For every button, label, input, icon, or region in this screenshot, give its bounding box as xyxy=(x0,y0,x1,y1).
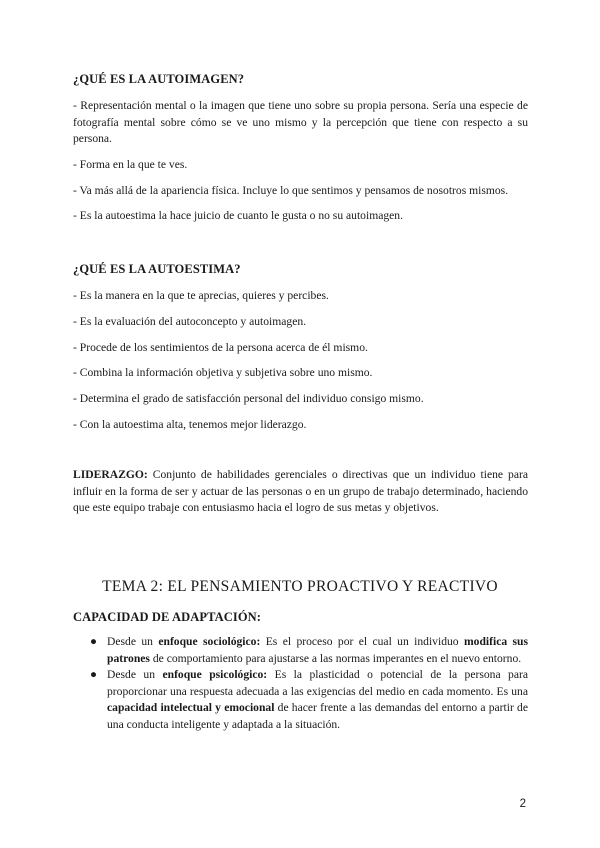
tema2-heading: TEMA 2: EL PENSAMIENTO PROACTIVO Y REACTIVO xyxy=(102,578,498,595)
bullet-bold: enfoque psicológico: xyxy=(162,668,268,681)
bullet-bold: modifica sus patrones xyxy=(107,635,528,665)
autoestima-item-6: - Con la autoestima alta, tenemos mejor liderazgo. xyxy=(73,418,307,431)
bullet-bold: capacidad intelectual y emocional xyxy=(107,701,275,714)
liderazgo-label: LIDERAZGO: xyxy=(73,468,148,481)
bullet-icon: ● xyxy=(90,668,98,681)
autoestima-item-3: - Procede de los sentimientos de la persona acerca de él mismo. xyxy=(73,341,368,354)
autoimagen-item-1: - Forma en la que te ves. xyxy=(73,158,188,171)
liderazgo-text: Conjunto de habilidades gerenciales o directivas que un individuo tiene para influir en la forma de ser y actuar de las personas o en un grupo de trabajo determinado, haciendo que este equipo trabaje con entusiasmo hacia el logro de sus metas y objetivos. xyxy=(73,468,528,514)
autoestima-item-2: - Es la evaluación del autoconcepto y autoimagen. xyxy=(73,315,307,328)
bullet-text: de hacer frente a las demandas del entorno a partir de una conducta inteligente y adaptada a la situación. xyxy=(107,701,528,731)
section-title-autoestima: ¿QUÉ ES LA AUTOESTIMA? xyxy=(73,262,241,276)
capacidad-adaptacion-title: CAPACIDAD DE ADAPTACIÓN: xyxy=(73,610,262,624)
bullet-icon: ● xyxy=(90,635,98,648)
autoimagen-definition: - Representación mental o la imagen que tiene uno sobre su propia persona. Sería una especie de fotografía mental sobre cómo se ve uno mismo y la percepción que tiene con respecto a su persona. xyxy=(73,99,528,145)
page-number: 2 xyxy=(519,798,526,810)
section-title-autoimagen: ¿QUÉ ES LA AUTOIMAGEN? xyxy=(73,72,245,86)
bullet-text: Es el proceso por el cual un individuo xyxy=(260,635,464,648)
liderazgo-paragraph xyxy=(73,467,528,517)
autoimagen-item-3: - Es la autoestima la hace juicio de cuanto le gusta o no su autoimagen. xyxy=(73,209,403,222)
bullet-bold: enfoque sociológico: xyxy=(158,635,261,648)
bullet-text: Desde un xyxy=(107,668,163,681)
bullet-text: Desde un xyxy=(107,635,159,648)
adaptacion-bullet-list xyxy=(73,634,528,733)
autoestima-item-5: - Determina el grado de satisfacción personal del individuo consigo mismo. xyxy=(73,392,424,405)
autoestima-item-4: - Combina la información objetiva y subjetiva sobre uno mismo. xyxy=(73,366,373,379)
autoimagen-item-2: - Va más allá de la apariencia física. Incluye lo que sentimos y pensamos de nosotros mismos. xyxy=(73,184,509,197)
bullet-item-sociologico xyxy=(73,634,528,667)
bullet-text: de comportamiento para ajustarse a las normas imperantes en el nuevo entorno. xyxy=(149,651,522,665)
bullet-item-psicologico xyxy=(73,667,528,733)
bullet-text: Es la plasticidad o potencial de la persona para proporcionar una respuesta adecuada a las exigencias del medio en cada momento. Es una xyxy=(107,668,529,698)
autoestima-item-1: - Es la manera en la que te aprecias, quieres y percibes. xyxy=(73,289,329,302)
